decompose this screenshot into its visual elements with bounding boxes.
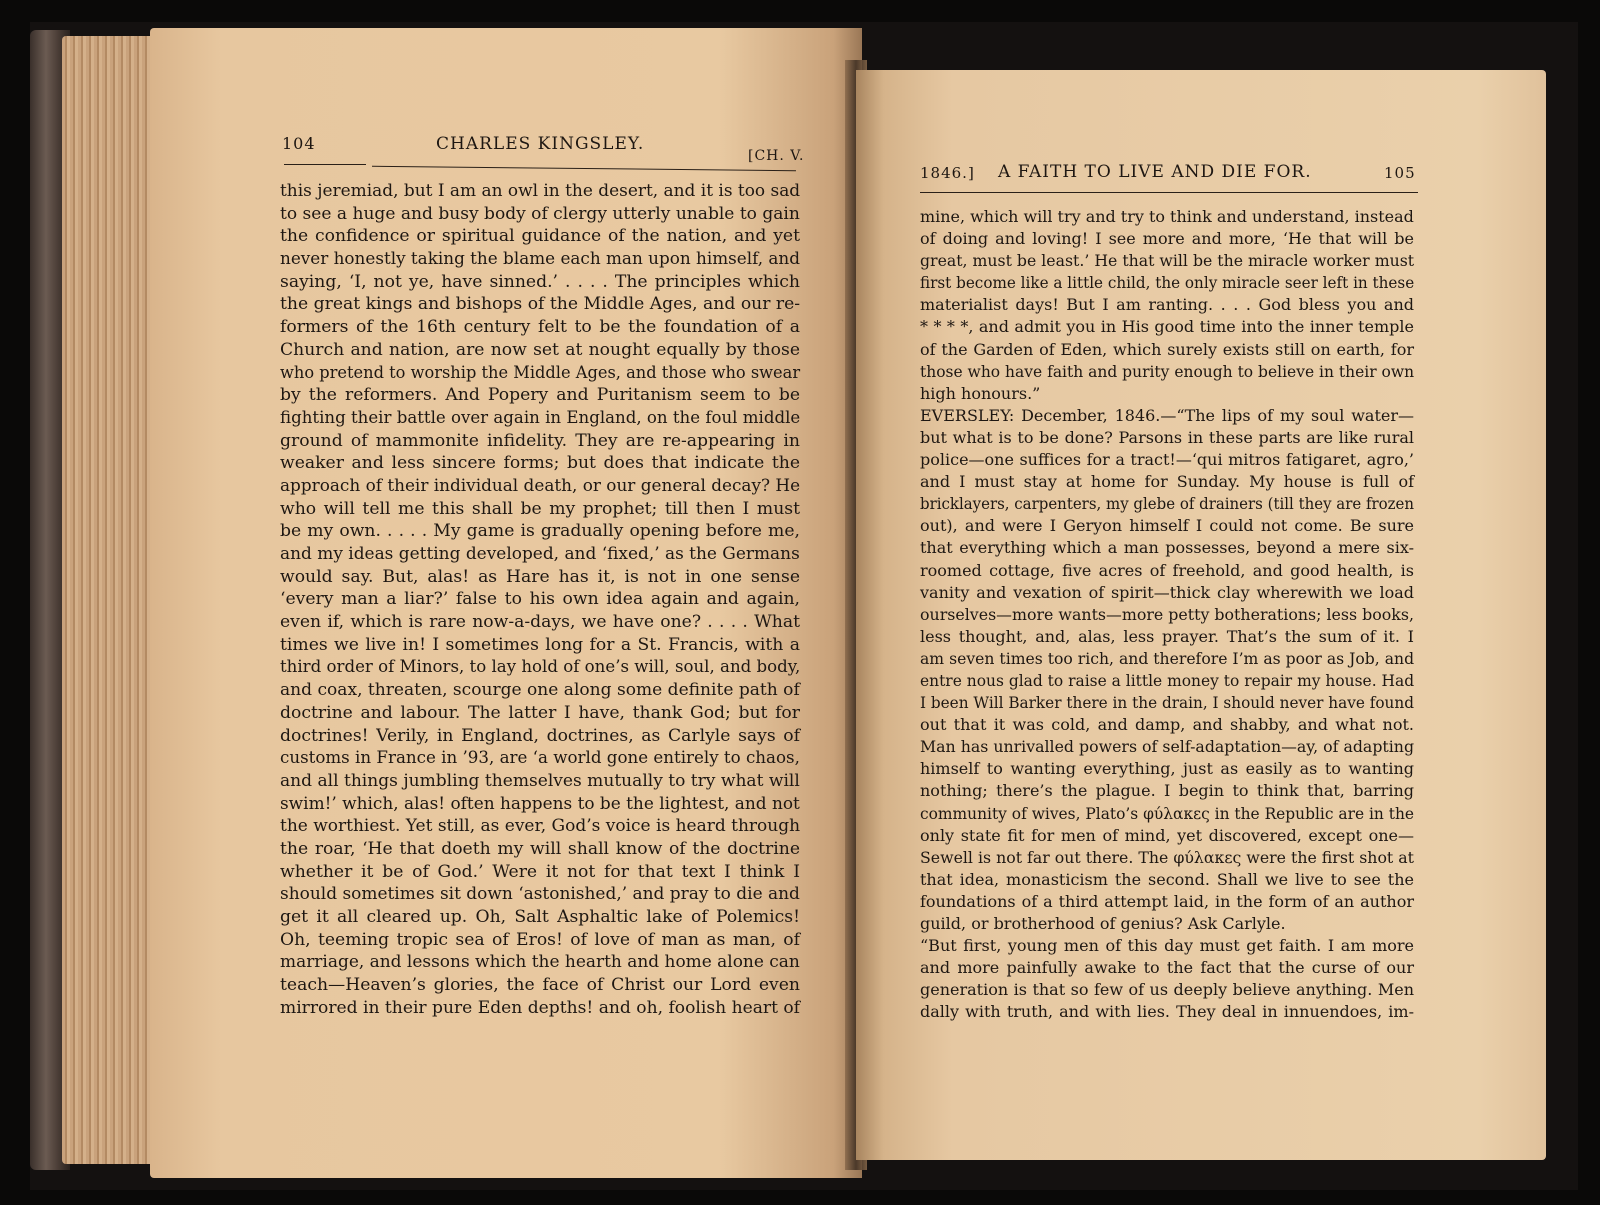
text-line: get it all cleared up. Oh, Salt Asphaltic lake of Polemics! xyxy=(280,907,800,927)
text-line: “But first, young men of this day must get faith. I am more xyxy=(920,936,1414,956)
text-line: should sometimes sit down ‘astonished,’ and pray to die and xyxy=(280,884,800,905)
text-line: those who have faith and purity enough to believe in their own xyxy=(920,361,1415,381)
text-line: police—one suffices for a tract!—‘qui mitros fatigaret, agro,’ xyxy=(920,450,1414,470)
text-line: weaker and less sincere forms; but does that indicate the xyxy=(280,453,800,474)
text-line: would say. But, alas! as Hare has it, is not in one sense xyxy=(280,566,800,587)
text-line: but what is to be done? Parsons in these parts are like rural xyxy=(920,427,1414,447)
text-line: approach of their individual death, or our general decay? He xyxy=(280,475,801,496)
text-line: whether it be of God.’ Were it not for that text I think I xyxy=(280,861,800,882)
text-line: that idea, monasticism the second. Shall we live to see the xyxy=(920,869,1414,889)
text-line: * * * *, and admit you in His good time into the inner temple xyxy=(920,317,1414,337)
text-line: this jeremiad, but I am an owl in the desert, and it is too sad xyxy=(280,181,801,201)
text-line: customs in France in ’93, are ‘a world gone entirely to chaos, xyxy=(280,748,800,769)
text-line: and I must stay at home for Sunday. My house is full of xyxy=(920,472,1414,492)
text-line: out), and were I Geryon himself I could not come. Be sure xyxy=(920,516,1414,536)
text-line: the worthiest. Yet still, as ever, God’s voice is heard through xyxy=(280,816,801,837)
text-line: entre nous glad to raise a little money to repair my house. Had xyxy=(920,670,1415,690)
left-header-rule-short xyxy=(284,164,366,165)
text-line: ground of mammonite infidelity. They are re-appearing in xyxy=(280,430,800,451)
left-page xyxy=(150,28,862,1178)
text-line: the confidence or spiritual guidance of the nation, and yet xyxy=(280,226,800,247)
text-line: less thought, and, alas, less prayer. That’s the sum of it. I xyxy=(920,626,1414,646)
left-page-text xyxy=(280,180,800,1019)
right-page xyxy=(856,70,1546,1160)
text-line: only state fit for men of mind, yet discovered, except one— xyxy=(920,825,1414,845)
text-line: that everything which a man possesses, beyond a mere six- xyxy=(920,538,1414,558)
text-line: roomed cottage, five acres of freehold, and good health, is xyxy=(920,560,1414,580)
text-line: high honours.” xyxy=(920,383,1041,403)
text-line: of the Garden of Eden, which surely exists still on earth, for xyxy=(920,339,1414,359)
text-line: to see a huge and busy body of clergy utterly unable to gain xyxy=(280,203,800,224)
text-line: swim!’ which, alas! often happens to be the lightest, and not xyxy=(280,793,800,814)
text-line: ourselves—more wants—more petty botherations; less books, xyxy=(920,604,1415,624)
right-page-number: 105 xyxy=(1384,164,1416,182)
text-line: dally with truth, and with lies. They deal in innuendoes, im- xyxy=(920,1002,1414,1022)
text-line: materialist days! But I am ranting. . . . God bless you and xyxy=(920,295,1414,315)
text-line: foundations of a third attempt laid, in the form of an author xyxy=(920,891,1414,911)
text-line: and coax, threaten, scourge one along some definite path of xyxy=(280,680,800,701)
text-line: out that it was cold, and damp, and shabby, and what not. xyxy=(920,715,1414,735)
left-chapter-label: [CH. V. xyxy=(748,148,805,164)
text-line: first become like a little child, the only miracle seer left in these xyxy=(920,273,1415,293)
text-line: EVERSLEY: December, 1846.—“The lips of my soul water— xyxy=(920,405,1414,425)
text-line: bricklayers, carpenters, my glebe of drainers (till they are frozen xyxy=(920,494,1415,514)
text-line: marriage, and lessons which the hearth and home alone can xyxy=(280,952,800,973)
text-line: who pretend to worship the Middle Ages, and those who swear xyxy=(280,362,801,383)
text-line: never honestly taking the blame each man upon himself, and xyxy=(280,249,801,270)
text-line: great, must be least.’ He that will be the miracle worker must xyxy=(920,251,1415,271)
text-line: guild, or brotherhood of genius? Ask Carlyle. xyxy=(920,914,1286,933)
text-line: doctrine and labour. The latter I have, thank God; but for xyxy=(280,702,800,723)
text-line: I been Will Barker there in the drain, I should never have found xyxy=(920,693,1414,713)
right-year-label: 1846.] xyxy=(920,164,975,182)
text-line: saying, ‘I, not ye, have sinned.’ . . . . The principles which xyxy=(280,271,800,292)
text-line: vanity and vexation of spirit—thick clay wherewith we load xyxy=(920,582,1414,602)
text-line: mirrored in their pure Eden depths! and oh, foolish heart of xyxy=(280,997,801,1018)
text-line: and more painfully awake to the fact that the curse of our xyxy=(920,958,1414,978)
text-line: be my own. . . . . My game is gradually opening before me, xyxy=(280,521,800,542)
text-line: generation is that so few of us deeply believe anything. Men xyxy=(920,980,1414,1000)
text-line: Oh, teeming tropic sea of Eros! of love of man as man, of xyxy=(280,929,800,950)
left-header-rule-long xyxy=(372,166,796,171)
right-page-text xyxy=(920,206,1414,1023)
left-running-title: CHARLES KINGSLEY. xyxy=(436,134,645,154)
text-line: the great kings and bishops of the Middle Ages, and our re- xyxy=(280,294,801,315)
text-line: even if, which is rare now-a-days, we have one? . . . . What xyxy=(280,612,800,633)
text-line: and my ideas getting developed, and ‘fixed,’ as the Germans xyxy=(280,544,800,564)
text-line: am seven times too rich, and therefore I’m as poor as Job, and xyxy=(920,648,1415,668)
text-line: teach—Heaven’s glories, the face of Christ our Lord even xyxy=(280,975,800,996)
left-page-number: 104 xyxy=(282,134,316,153)
text-line: nothing; there’s the plague. I begin to think that, barring xyxy=(920,781,1414,801)
text-line: times we live in! I sometimes long for a St. Francis, with a xyxy=(280,634,800,655)
text-line: formers of the 16th century felt to be the foundation of a xyxy=(280,317,800,338)
text-line: himself to wanting everything, just as easily as to wanting xyxy=(920,759,1414,779)
text-line: ‘every man a liar?’ false to his own idea again and again, xyxy=(280,589,800,610)
text-line: fighting their battle over again in England, on the foul middle xyxy=(280,407,801,428)
text-line: community of wives, Plato’s φύλακες in the Republic are in the xyxy=(920,803,1415,823)
text-line: Sewell is not far out there. The φύλακες were the first shot at xyxy=(920,847,1414,867)
text-line: by the reformers. And Popery and Puritanism seem to be xyxy=(280,385,800,406)
text-line: mine, which will try and try to think and understand, instead xyxy=(920,207,1414,226)
text-line: who will tell me this shall be my prophet; till then I must xyxy=(280,498,800,519)
text-line: doctrines! Verily, in England, doctrines, as Carlyle says of xyxy=(280,725,800,746)
text-line: the roar, ‘He that doeth my will shall know of the doctrine xyxy=(280,838,800,859)
right-header-rule xyxy=(920,192,1418,193)
text-line: Church and nation, are now set at nought equally by those xyxy=(280,339,800,360)
page-edges xyxy=(62,36,154,1164)
right-running-title: A FAITH TO LIVE AND DIE FOR. xyxy=(998,162,1312,182)
text-line: of doing and loving! I see more and more, ‘He that will be xyxy=(920,229,1414,249)
text-line: and all things jumbling themselves mutually to try what will xyxy=(280,770,800,791)
text-line: third order of Minors, to lay hold of one’s will, soul, and body, xyxy=(280,657,801,678)
text-line: Man has unrivalled powers of self-adaptation—ay, of adapting xyxy=(920,737,1415,757)
